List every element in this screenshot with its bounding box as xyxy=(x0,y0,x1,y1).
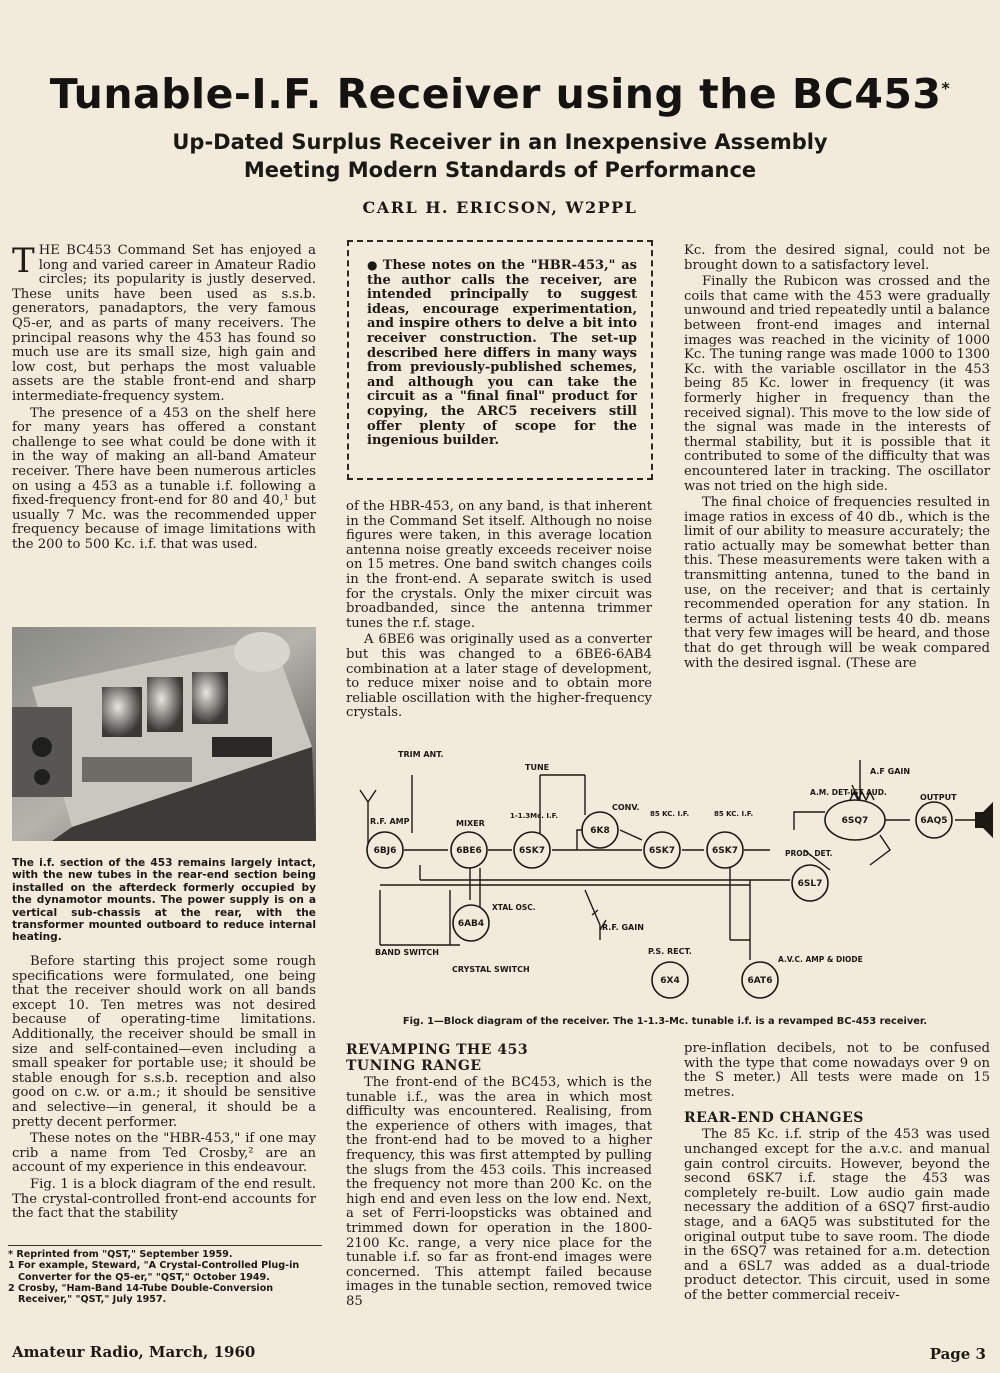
section-heading xyxy=(346,1042,652,1074)
diagram-label: 85 KC. I.F. xyxy=(714,810,754,818)
paragraph: Fig. 1 is a block diagram of the end result. The crystal-controlled front-end accounts for the fact that the stability xyxy=(12,1176,316,1222)
paragraph: The front-end of the BC453, which is the tunable i.f., was the area in which most difficulty was encountered. Realising, from the experience of others with images, that the front-end had to be moved to a higher frequency, this was first attempted by pulling the slugs from the 453 coils. This increased the frequency not more than 200 Kc. on the high end and even less on the low end. Next, a set of Ferri-loopsticks was obtained and trimmed down for operation in the 1800-2100 Kc. range, a very nice place for the tunable i.f. so far as front-end images were concerned. This attempt failed because images in the tunable section, removed twice 85 xyxy=(346,1075,652,1309)
footnote: * Reprinted from "QST," September 1959. xyxy=(8,1249,233,1260)
diagram-label: A.M. DET-IST AUD. xyxy=(810,788,887,797)
diagram-label: XTAL OSC. xyxy=(492,903,536,912)
heading-line-2: TUNING RANGE xyxy=(346,1058,482,1074)
note-text: These notes on the "HBR-453," as the author calls the receiver, are intended principally to suggest ideas, encourage experimentation, and inspire others to delve a bit into receiver construction. The set-up described here differs in many ways from previously-published schemes, and although you can take the circuit as a "final final" product for copying, the ARC5 receivers still offer plenty of scope for the ingenious builder. xyxy=(367,258,637,449)
title-footnote-mark: * xyxy=(941,78,951,98)
tube-label: 6AQ5 xyxy=(920,816,948,826)
column-1-bottom xyxy=(12,955,316,1224)
chassis-photo xyxy=(12,627,316,841)
section-heading: REAR-END CHANGES xyxy=(684,1110,864,1127)
footnote: 2 Crosby, "Ham-Band 14-Tube Double-Conversion Receiver," "QST," July 1957. xyxy=(8,1282,274,1306)
paragraph: The final choice of frequencies resulted in image ratios in excess of 40 db., which is the limit of our ability to measure accurately; the ratio actually may be somewhat better than this. These measurements were taken with a transmitting antenna, tuned to the band in use, on the receiver; and that is certainly recommended operation for any station. In terms of actual listening tests 40 db. means that very few images will be heard, and those that do get through will be weak compared with the desired isgnal. (These are xyxy=(684,495,990,671)
diagram-label: PROD. DET. xyxy=(785,849,833,858)
paragraph: Kc. from the desired signal, could not be brought down to a satisfactory level. xyxy=(684,243,990,273)
photo-caption: The i.f. section of the 453 remains largely intact, with the new tubes in the rear-end section being installed on the afterdeck formerly occupied by the dynamotor mounts. The power supply is on a vertical sub-chassis at the rear, with the transformer mounted outboard to reduce internal heating. xyxy=(12,857,316,944)
figure-caption: Fig. 1—Block diagram of the receiver. The 1-1.3-Mc. tunable i.f. is a revamped BC-453 receiver. xyxy=(402,1016,928,1027)
intro-text: HE BC453 Command Set has enjoyed a long and varied career in Amateur Radio circles; its popularity is justly deserved. These units have been used as s.s.b. generators, panadaptors, the very famous Q5-er, and as parts of many receivers. The principal reasons why the 453 has found so much use are its small size, high gain and low cost, but perhaps the most valuable assets are the stable front-end and sharp intermediate-frequency system. xyxy=(12,243,316,404)
column-3-top xyxy=(684,244,990,673)
paragraph: The presence of a 453 on the shelf here for many years has offered a constant challenge to see what could be done with it in the way of making an all-band Amateur receiver. There have been numerous articles on using a 453 as a tunable i.f. following a fixed-frequency front-end for 80 and 40,¹ but usually 7 Mc. was the recommended upper frequency because of image limitations with the 200 to 500 Kc. i.f. that was used. xyxy=(12,405,316,552)
diagram-label: A.F GAIN xyxy=(870,767,911,776)
article-subtitle xyxy=(0,128,1000,184)
tube-label: 6SQ7 xyxy=(841,816,869,826)
diagram-label: TUNE xyxy=(525,763,550,772)
footnotes xyxy=(8,1245,322,1305)
tube-label: 6SK7 xyxy=(519,846,545,856)
column-2-bottom xyxy=(346,1042,652,1312)
diagram-label: 1-1.3Mc. I.F. xyxy=(510,812,559,820)
paragraph: These notes on the "HBR-453," if one may crib a name from Ted Crosby,² are an account of my experience in this endeavour. xyxy=(12,1131,316,1176)
paragraph: of the HBR-453, on any band, is that inherent in the Command Set itself. Although no noise figures were taken, in this average location antenna noise greatly exceeds receiver noise on 15 metres. One band switch changes coils in the front-end. A separate switch is used for the crystals. Only the mixer circuit was broadbanded, since the antenna trimmer tunes the r.f. stage. xyxy=(346,499,652,631)
block-diagram xyxy=(330,740,1000,1040)
tube-label: 6BJ6 xyxy=(373,846,397,856)
diagram-label: P.S. RECT. xyxy=(648,947,692,956)
diagram-label: CONV. xyxy=(612,803,640,812)
article-title xyxy=(0,70,1000,118)
author-byline: CARL H. ERICSON, W2PPL xyxy=(362,198,638,217)
paragraph: A 6BE6 was originally used as a converter but this was changed to a 6BE6-6AB4 combination at a later stage of development, to reduce mixer noise and to obtain more reliable oscillation with the higher-frequency crystals. xyxy=(346,632,652,721)
tube-label: 6SL7 xyxy=(797,879,823,889)
editor-note-box xyxy=(347,240,653,480)
diagram-label: TRIM ANT. xyxy=(398,750,444,759)
diagram-label: R.F. AMP xyxy=(370,817,410,826)
column-3-bottom xyxy=(684,1042,990,1306)
diagram-label: CRYSTAL SWITCH xyxy=(452,965,530,974)
page-number: Page 3 xyxy=(929,1345,986,1363)
diagram-label: OUTPUT xyxy=(920,793,957,802)
tube-label: 6BE6 xyxy=(456,846,482,856)
subtitle-line-1: Up-Dated Surplus Receiver in an Inexpensive Assembly xyxy=(172,130,828,154)
paragraph: Finally the Rubicon was crossed and the coils that came with the 453 were gradually unwound and tried repeatedly until a balance between front-end images and internal images was reached in the vicinity of 1000 Kc. The tuning range was made 1000 to 1300 Kc. with the variable oscillator in the 453 being 85 Kc. lower in frequency (it was formerly higher in frequency than the received signal). This move to the low side of the signal was made in the interests of thermal stability, but it is possible that it contributed to some of the difficulty that was encountered later in tracking. The oscillator was not tried on the high side. xyxy=(684,274,990,494)
diagram-label: R.F. GAIN xyxy=(602,923,644,932)
tube-label: 6SK7 xyxy=(649,846,675,856)
intro-paragraph xyxy=(12,241,316,405)
title-text: Tunable-I.F. Receiver using the BC453 xyxy=(49,70,942,118)
column-2-top xyxy=(346,500,652,723)
publication-footer: Amateur Radio, March, 1960 xyxy=(12,1343,256,1361)
tube-label: 6X4 xyxy=(660,976,680,986)
heading-line-1: REVAMPING THE 453 xyxy=(346,1042,529,1058)
footnote: 1 For example, Steward, "A Crystal-Controlled Plug-in Converter for the Q5-er," "QST," October 1949. xyxy=(8,1260,300,1283)
diagram-label: BAND SWITCH xyxy=(375,948,439,957)
paragraph: Before starting this project some rough specifications were formulated, one being that the receiver should work on all bands except 10. Ten metres was not desired because of operating-time limitations. Additionally, the receiver should be small in size and self-contained—even including a small speaker for portable use; it should be stable enough for s.s.b. reception and also good on c.w. or a.m.; it should be sensitive and selective—in general, it should be a pretty decent performer. xyxy=(12,954,316,1130)
diagram-label: 85 KC. I.F. xyxy=(650,810,690,818)
subtitle-line-2: Meeting Modern Standards of Performance xyxy=(243,158,757,182)
diagram-label: MIXER xyxy=(456,819,485,828)
diagram-label: A.V.C. AMP & DIODE xyxy=(778,955,863,964)
tube-label: 6AB4 xyxy=(457,919,485,929)
tube-label: 6SK7 xyxy=(712,846,738,856)
tube-label: 6K8 xyxy=(590,826,610,836)
drop-cap: T xyxy=(12,241,35,281)
bullet-icon: ● xyxy=(367,258,379,272)
paragraph: The 85 Kc. i.f. strip of the 453 was used unchanged except for the a.v.c. and manual gain control circuits. However, beyond the second 6SK7 i.f. stage the 453 was completely re-built. Low audio gain made necessary the addition of a 6SQ7 first-audio stage, and a 6AQ5 was substituted for the original output tube to save room. The diode in the 6SQ7 was retained for a.m. detection and a 6SL7 was added as a dual-triode product detector. This circuit, used in some of the better commercial receiv- xyxy=(684,1127,990,1303)
paragraph: pre-inflation decibels, not to be confused with the type that come nowadays over 9 on the S meter.) All tests were made on 15 metres. xyxy=(684,1041,990,1100)
tube-label: 6AT6 xyxy=(747,976,773,986)
column-1-top xyxy=(12,241,316,554)
